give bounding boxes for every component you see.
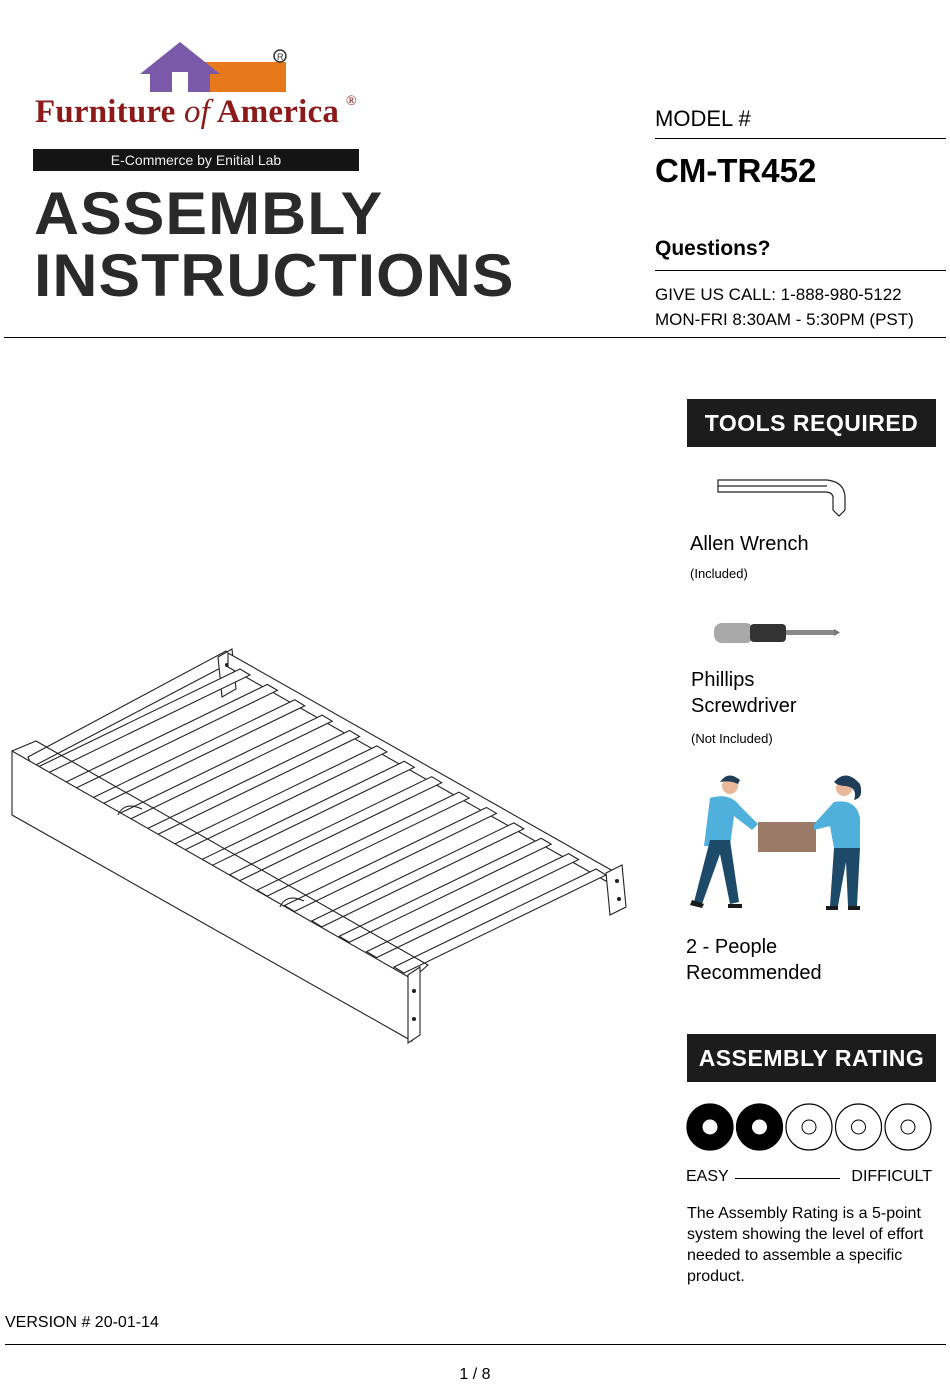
brand-name: Furniture of America	[35, 94, 340, 130]
rating-description: The Assembly Rating is a 5-point system showing the level of effort needed to assemble a specific product.	[687, 1205, 924, 1285]
contact-info	[655, 282, 914, 332]
bed-slat	[257, 792, 469, 896]
page-number: 1 / 8	[459, 1366, 491, 1383]
header-divider	[4, 337, 946, 338]
model-label: MODEL #	[655, 106, 751, 131]
bed-slat	[202, 761, 414, 865]
contact-phone: GIVE US CALL: 1-888-980-5122	[655, 285, 902, 304]
two-people-carrying-icon	[684, 772, 880, 920]
title-line-1: ASSEMBLY	[34, 180, 384, 247]
bed-slat	[367, 854, 579, 958]
bed-slat	[312, 823, 524, 927]
bed-slat	[230, 777, 442, 881]
screwdriver-icon	[712, 620, 842, 648]
divider	[655, 270, 946, 271]
assembly-rating-dots	[686, 1103, 936, 1151]
scale-difficult-label: DIFFICULT	[851, 1168, 932, 1185]
bed-slat	[339, 838, 551, 942]
bed-slat	[65, 684, 277, 788]
questions-heading: Questions?	[655, 237, 771, 260]
tool-note-screwdriver: (Not Included)	[691, 731, 773, 746]
assembly-rating-banner: ASSEMBLY RATING	[687, 1034, 936, 1082]
bed-slat	[175, 746, 387, 850]
tool-note-allen-wrench: (Included)	[690, 566, 748, 581]
rating-dot-center	[852, 1120, 866, 1134]
title-line-2: INSTRUCTIONS	[34, 242, 515, 309]
brand-tagline: E-Commerce by Enitial Lab	[33, 149, 359, 171]
version-number: VERSION # 20-01-14	[5, 1314, 159, 1331]
bed-slat	[120, 715, 332, 819]
rating-dot-center	[703, 1120, 717, 1134]
bed-slat	[394, 869, 606, 973]
bed-slat	[148, 731, 360, 835]
divider	[655, 138, 946, 139]
allen-wrench-icon	[715, 476, 849, 522]
document-title	[34, 180, 515, 309]
tool-name-screwdriver: Phillips Screwdriver	[691, 669, 797, 717]
rating-dot-center	[802, 1120, 816, 1134]
house-logo-icon	[138, 40, 288, 96]
scale-line	[735, 1178, 840, 1179]
bed-slat	[38, 669, 250, 773]
bed-slat	[284, 807, 496, 911]
footer-divider	[5, 1344, 946, 1345]
tools-required-banner: TOOLS REQUIRED	[687, 399, 936, 447]
model-number: CM-TR452	[655, 152, 817, 189]
scale-easy-label: EASY	[686, 1168, 729, 1185]
tool-name-allen-wrench: Allen Wrench	[690, 533, 809, 555]
registered-mark: ®	[346, 94, 357, 109]
rating-dot-center	[753, 1120, 767, 1134]
trundle-bed-illustration	[8, 645, 630, 1045]
difficulty-scale	[686, 1168, 936, 1186]
contact-hours: MON-FRI 8:30AM - 5:30PM (PST)	[655, 310, 914, 329]
rating-dot-center	[901, 1120, 915, 1134]
people-recommended: 2 - People Recommended	[686, 936, 822, 984]
svg-text:R: R	[277, 52, 284, 62]
